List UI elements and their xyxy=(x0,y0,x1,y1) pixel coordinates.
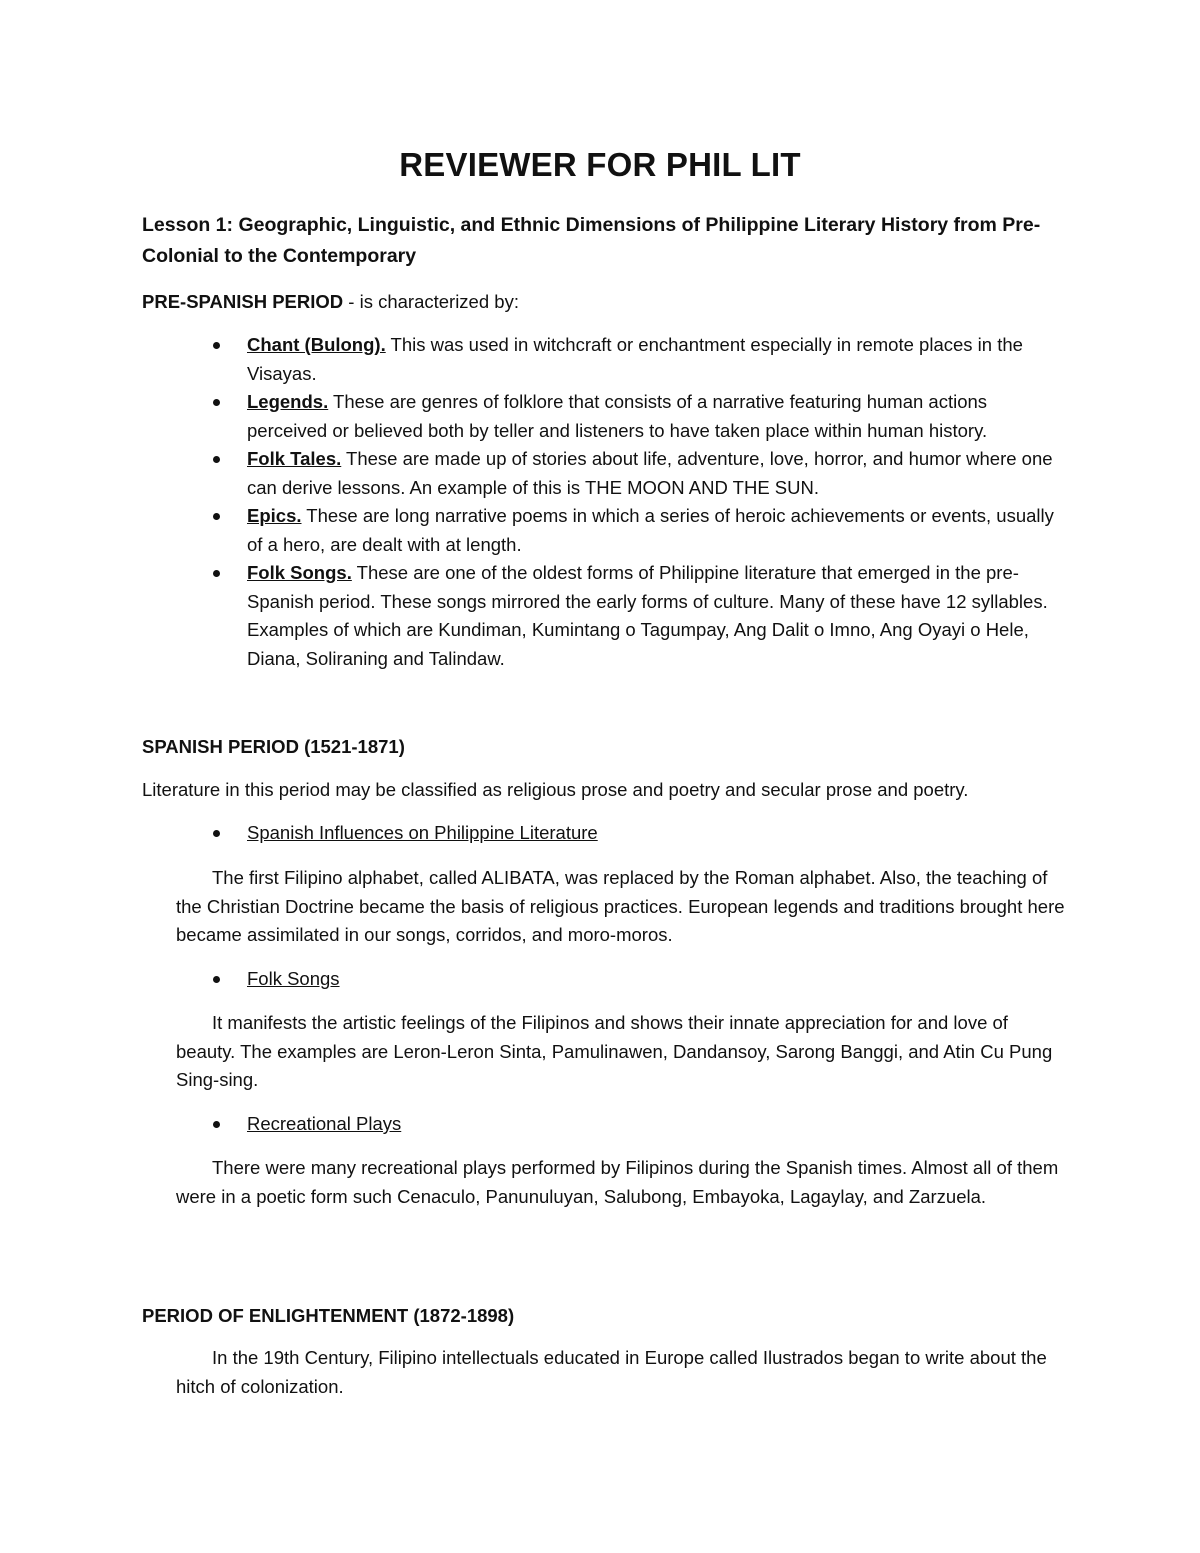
pre-spanish-heading-suffix: - is characterized by: xyxy=(343,291,519,312)
list-item-term: Folk Songs. xyxy=(247,562,352,583)
spanish-period-intro: Literature in this period may be classified as religious prose and poetry and secular prose and poetry. xyxy=(142,779,969,800)
bullet-icon xyxy=(213,342,220,349)
bullet-icon xyxy=(213,456,220,463)
spanish-subheading-3 xyxy=(142,1110,1062,1139)
list-item-text: These are long narrative poems in which a series of heroic achievements or events, usually of a hero, are dealt with at length. xyxy=(247,505,1054,555)
subheading-label: Spanish Influences on Philippine Literature xyxy=(247,822,598,843)
bullet-icon xyxy=(213,830,220,837)
list-item-text: These are one of the oldest forms of Philippine literature that emerged in the pre-Spanish period. These songs mirrored the early forms of culture. Many of these have 12 syllables. Examples of which are Kundiman, Kumintang o Tagumpay, Ang Dalit o Imno, Ang Oyayi o Hele, Diana, Soliraning and Talindaw. xyxy=(247,562,1048,669)
enlightenment-paragraph: In the 19th Century, Filipino intellectuals educated in Europe called Ilustrados began to write about the hitch of colonization. xyxy=(176,1347,1047,1397)
folk-songs-paragraph: It manifests the artistic feelings of the Filipinos and shows their innate appreciation for and love of beauty. The examples are Leron-Leron Sinta, Pamulinawen, Dandansoy, Sarong Banggi, and Atin Cu Pung Sing-sing. xyxy=(176,1012,1053,1090)
list-item-text: This was used in witchcraft or enchantment especially in remote places in the Visayas. xyxy=(247,334,1023,384)
list-item xyxy=(142,559,1062,673)
pre-spanish-heading-line xyxy=(142,288,1062,317)
enlightenment-heading: PERIOD OF ENLIGHTENMENT (1872-1898) xyxy=(142,1305,515,1326)
pre-spanish-heading: PRE-SPANISH PERIOD xyxy=(142,291,344,312)
list-item xyxy=(142,445,1062,502)
list-item-text: These are genres of folklore that consists of a narrative featuring human actions perceived or believed both by teller and listeners to have taken place within human history. xyxy=(247,391,988,441)
list-item-term: Epics. xyxy=(247,505,302,526)
subheading-label: Folk Songs xyxy=(247,968,340,989)
spanish-influences-paragraph: The first Filipino alphabet, called ALIBATA, was replaced by the Roman alphabet. Also, the teaching of the Christian Doctrine became the basis of religious practices. European legends and traditions brought here became assimilated in our songs, corridos, and moro-moros. xyxy=(176,867,1065,945)
spanish-subheading-2 xyxy=(142,965,1062,994)
bullet-icon xyxy=(213,399,220,406)
list-item xyxy=(142,388,1062,445)
spanish-subheading-1 xyxy=(142,819,1062,848)
recreational-plays-paragraph: There were many recreational plays performed by Filipinos during the Spanish times. Almost all of them were in a poetic form such Cenaculo, Panunuluyan, Salubong, Embayoka, Lagaylay, and Zarzuela. xyxy=(176,1157,1059,1207)
bullet-icon xyxy=(213,976,220,983)
list-item-term: Folk Tales. xyxy=(247,448,342,469)
list-item xyxy=(142,331,1062,388)
pre-spanish-list xyxy=(142,331,1062,673)
bullet-icon xyxy=(213,513,220,520)
list-item xyxy=(142,1110,1062,1139)
bullet-icon xyxy=(213,570,220,577)
subheading-label: Recreational Plays xyxy=(247,1113,402,1134)
list-item xyxy=(142,819,1062,848)
list-item xyxy=(142,965,1062,994)
spanish-period-heading: SPANISH PERIOD (1521-1871) xyxy=(142,736,405,757)
document-title: REVIEWER FOR PHIL LIT xyxy=(399,146,801,183)
list-item-text: These are made up of stories about life, adventure, love, horror, and humor where one can derive lessons. An example of this is THE MOON AND THE SUN. xyxy=(247,448,1053,498)
lesson-heading: Lesson 1: Geographic, Linguistic, and Ethnic Dimensions of Philippine Literary History from Pre-Colonial to the Contemporary xyxy=(142,214,1041,267)
list-item-term: Chant (Bulong). xyxy=(247,334,386,355)
list-item xyxy=(142,502,1062,559)
list-item-term: Legends. xyxy=(247,391,329,412)
bullet-icon xyxy=(213,1121,220,1128)
